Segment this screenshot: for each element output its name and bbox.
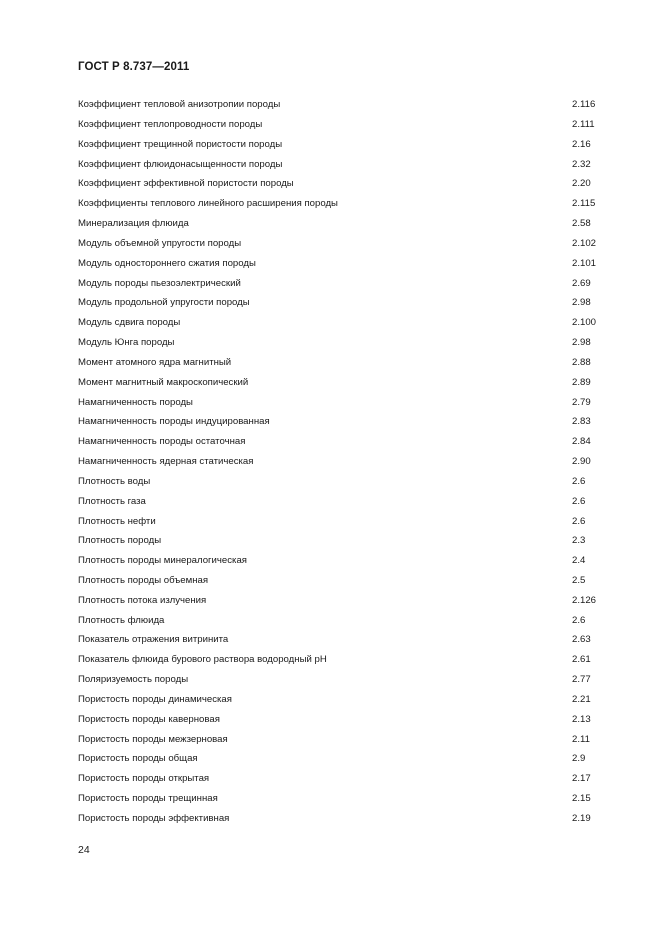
index-entry — [78, 690, 600, 710]
index-term: Плотность потока излучения — [78, 594, 207, 606]
index-reference: 2.61 — [572, 654, 591, 666]
index-entry — [78, 95, 600, 115]
index-reference: 2.88 — [572, 356, 591, 368]
index-reference: 2.6 — [572, 614, 586, 626]
index-reference: 2.3 — [572, 535, 586, 547]
index-term: Пористость породы открытая — [78, 773, 210, 785]
index-term: Коэффициент трещинной пористости породы — [78, 138, 283, 150]
index-reference: 2.6 — [572, 475, 586, 487]
index-reference: 2.6 — [572, 495, 586, 507]
index-entry — [78, 373, 600, 393]
index-entry — [78, 611, 600, 631]
index-reference: 2.17 — [572, 773, 591, 785]
index-term: Момент атомного ядра магнитный — [78, 356, 232, 368]
index-reference: 2.77 — [572, 674, 591, 686]
index-entry — [78, 749, 600, 769]
index-term: Коэффициент тепловой анизотропии породы — [78, 99, 281, 111]
index-entry — [78, 293, 600, 313]
index-entry — [78, 730, 600, 750]
index-reference: 2.90 — [572, 456, 591, 468]
index-entry — [78, 412, 600, 432]
index-term: Пористость породы межзерновая — [78, 733, 228, 745]
index-reference: 2.116 — [572, 99, 596, 111]
index-term: Намагниченность породы индуцированная — [78, 416, 270, 428]
index-reference: 2.5 — [572, 574, 586, 586]
index-term: Плотность породы объемная — [78, 574, 209, 586]
index-term: Модуль одностороннего сжатия породы — [78, 257, 256, 269]
index-reference: 2.11 — [572, 733, 590, 745]
index-entry — [78, 135, 600, 155]
index-reference: 2.84 — [572, 436, 591, 448]
index-entry — [78, 650, 600, 670]
index-term: Пористость породы динамическая — [78, 693, 232, 705]
index-term: Плотность нефти — [78, 515, 156, 527]
index-term: Коэффициент флюидонасыщенности породы — [78, 158, 283, 170]
index-entry — [78, 472, 600, 492]
index-term: Минерализация флюида — [78, 218, 189, 230]
index-entry — [78, 234, 600, 254]
index-reference: 2.79 — [572, 396, 591, 408]
index-entry — [78, 273, 600, 293]
index-term: Пористость породы трещинная — [78, 793, 218, 805]
index-reference: 2.6 — [572, 515, 586, 527]
index-reference: 2.16 — [572, 138, 591, 150]
index-term: Модуль объемной упругости породы — [78, 237, 242, 249]
index-reference: 2.15 — [572, 793, 591, 805]
document-header: ГОСТ Р 8.737—2011 — [78, 61, 190, 73]
index-entry — [78, 492, 600, 512]
index-entry — [78, 254, 600, 274]
index-reference: 2.111 — [572, 118, 595, 130]
index-reference: 2.89 — [572, 376, 591, 388]
index-term: Намагниченность породы остаточная — [78, 436, 246, 448]
index-reference: 2.101 — [572, 257, 597, 269]
index-reference: 2.4 — [572, 555, 586, 567]
index-reference: 2.126 — [572, 594, 597, 606]
index-entry — [78, 630, 600, 650]
index-entry — [78, 531, 600, 551]
index-term: Момент магнитный макроскопический — [78, 376, 249, 388]
index-term: Пористость породы каверновая — [78, 713, 220, 725]
index-term: Модуль сдвига породы — [78, 317, 181, 329]
index-reference: 2.115 — [572, 198, 596, 210]
index-term: Показатель флюида бурового раствора водородный pH — [78, 654, 327, 666]
index-entry — [78, 452, 600, 472]
index-reference: 2.100 — [572, 317, 597, 329]
index-term: Плотность воды — [78, 475, 151, 487]
index-term: Поляризуемость породы — [78, 674, 189, 686]
index-term: Коэффициент теплопроводности породы — [78, 118, 263, 130]
index-entry — [78, 154, 600, 174]
index-term: Пористость породы общая — [78, 753, 198, 765]
index-reference: 2.13 — [572, 713, 591, 725]
index-reference: 2.83 — [572, 416, 591, 428]
index-entry — [78, 710, 600, 730]
index-reference: 2.69 — [572, 277, 591, 289]
index-entry — [78, 333, 600, 353]
index-reference: 2.58 — [572, 218, 591, 230]
index-term: Намагниченность породы — [78, 396, 193, 408]
index-reference: 2.21 — [572, 693, 591, 705]
index-term: Плотность породы минералогическая — [78, 555, 247, 567]
index-reference: 2.102 — [572, 237, 597, 249]
index-term: Модуль продольной упругости породы — [78, 297, 250, 309]
index-term: Модуль породы пьезоэлектрический — [78, 277, 241, 289]
index-entry — [78, 353, 600, 373]
index-reference: 2.19 — [572, 812, 591, 824]
index-term: Пористость породы эффективная — [78, 812, 230, 824]
index-term: Показатель отражения витринита — [78, 634, 229, 646]
index-reference: 2.9 — [572, 753, 586, 765]
index-term: Плотность газа — [78, 495, 146, 507]
index-reference: 2.98 — [572, 337, 591, 349]
index-entry — [78, 670, 600, 690]
index-entry — [78, 789, 600, 809]
index-reference: 2.63 — [572, 634, 591, 646]
index-reference: 2.20 — [572, 178, 591, 190]
index-term: Коэффициент эффективной пористости породы — [78, 178, 294, 190]
index-entry — [78, 313, 600, 333]
index-entry — [78, 809, 600, 829]
index-entry — [78, 115, 600, 135]
index-entry — [78, 571, 600, 591]
index-entry — [78, 432, 600, 452]
index-term: Плотность флюида — [78, 614, 165, 626]
index-entry — [78, 392, 600, 412]
index-entry — [78, 194, 600, 214]
index-entry — [78, 511, 600, 531]
index-entry — [78, 174, 600, 194]
index-reference: 2.32 — [572, 158, 591, 170]
index-entry — [78, 214, 600, 234]
index-term: Коэффициенты теплового линейного расширения породы — [78, 198, 338, 210]
index-reference: 2.98 — [572, 297, 591, 309]
index-term: Модуль Юнга породы — [78, 337, 175, 349]
index-term: Намагниченность ядерная статическая — [78, 456, 254, 468]
index-entry — [78, 551, 600, 571]
index-entry — [78, 769, 600, 789]
index-entry — [78, 591, 600, 611]
index-term: Плотность породы — [78, 535, 162, 547]
term-index-list — [78, 95, 600, 829]
page-number: 24 — [78, 844, 90, 856]
